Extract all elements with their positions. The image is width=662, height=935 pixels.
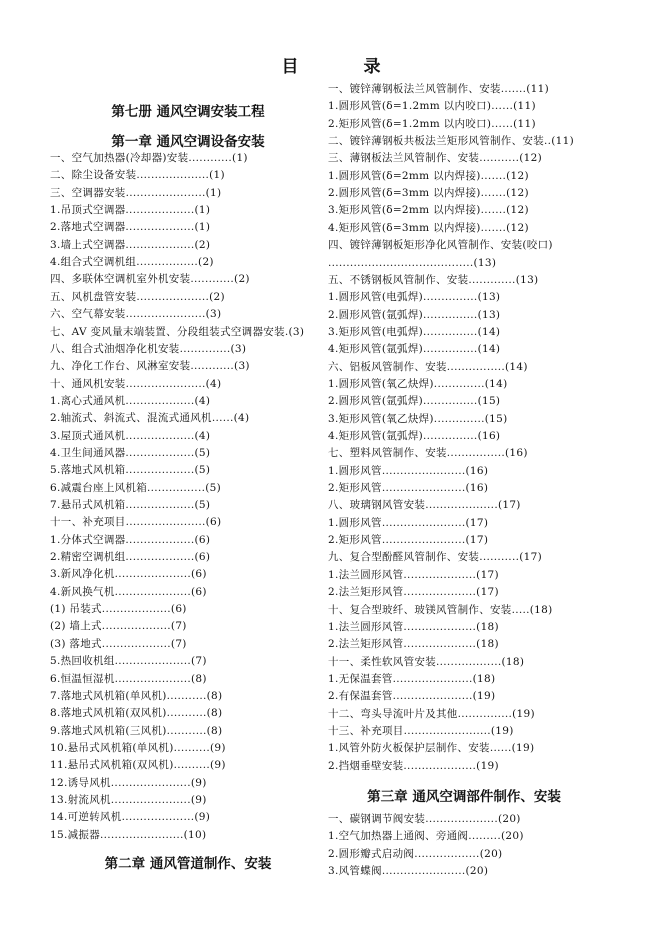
toc-entry: 1.空气加热器上通阀、旁通阀.........(20) bbox=[328, 830, 524, 843]
toc-entry: 2.圆形风管(δ=3mm 以内焊接).......(12) bbox=[328, 187, 529, 200]
toc-entry: 2.圆形风管(氩弧焊)...............(13) bbox=[328, 308, 501, 321]
toc-entry: 1.圆形风管.......................(17) bbox=[328, 516, 489, 529]
toc-entry: 3.风管蝶阀.......................(20) bbox=[328, 865, 489, 878]
toc-entry: 1.离心式通风机...................(4) bbox=[50, 394, 211, 407]
page-title: 目 录 bbox=[281, 57, 405, 77]
toc-entry: 五、不锈钢板风管制作、安装.............(13) bbox=[328, 273, 539, 286]
toc-entry: 五、风机盘管安装....................(2) bbox=[50, 290, 225, 303]
chapter-heading: 第一章 通风空调设备安装 bbox=[111, 134, 265, 150]
toc-entry: (2) 墙上式...................(7) bbox=[50, 620, 187, 633]
toc-entry: 四、多联体空调机室外机安装............(2) bbox=[50, 273, 250, 286]
toc-entry: 2.轴流式、斜流式、混流式通风机......(4) bbox=[50, 412, 250, 425]
toc-entry: 3.新风净化机.....................(6) bbox=[50, 568, 207, 581]
chapter-heading: 第七册 通风空调安装工程 bbox=[111, 104, 265, 120]
toc-entry: 1.无保温套管......................(18) bbox=[328, 672, 496, 685]
toc-entry: 4.矩形风管(氩弧焊)...............(16) bbox=[328, 430, 501, 442]
toc-entry: 4.卫生间通风器...................(5) bbox=[50, 446, 211, 459]
toc-entry: 2.矩形风管.......................(16) bbox=[328, 482, 489, 495]
toc-entry: 4.矩形风管(δ=3mm 以内焊接).......(12) bbox=[328, 221, 529, 234]
toc-entry: 八、玻璃钢风管安装....................(17) bbox=[328, 499, 521, 512]
toc-entry: 6.减震台座上风机箱................(5) bbox=[50, 481, 221, 494]
toc-entry: 一、镀锌薄钢板法兰风管制作、安装.......(11) bbox=[328, 83, 550, 95]
toc-entry: 7.悬吊式风机箱...................(5) bbox=[50, 499, 211, 511]
toc-entry: 三、薄钢板法兰风管制作、安装...........(12) bbox=[328, 152, 542, 165]
toc-entry: 三、空调器安装......................(1) bbox=[50, 186, 222, 199]
toc-entry: 七、AV 变风量末端装置、分段组装式空调器安装.(3) bbox=[50, 325, 305, 338]
toc-entry: 1.圆形风管(δ=1.2mm 以内咬口)......(11) bbox=[328, 100, 536, 113]
toc-entry: 1.分体式空调器...................(6) bbox=[50, 533, 211, 546]
toc-entry: 1.圆形风管(电弧焊)...............(13) bbox=[328, 291, 501, 304]
toc-entry: 15.减振器.......................(10) bbox=[50, 828, 207, 841]
toc-entry: 2.法兰矩形风管....................(18) bbox=[328, 638, 499, 651]
toc-entry: 13.射流风机......................(9) bbox=[50, 793, 207, 806]
toc-entry: 5.热回收机组.....................(7) bbox=[50, 655, 207, 668]
toc-entry: 10.悬吊式风机箱(单风机)..........(9) bbox=[50, 741, 226, 754]
toc-entry: 3.矩形风管(氧乙炔焊)..............(15) bbox=[328, 412, 508, 425]
toc-entry: 九、净化工作台、风淋室安装............(3) bbox=[50, 360, 250, 373]
toc-entry: 四、镀锌薄钢板矩形净化风管制作、安装(咬口) bbox=[328, 239, 553, 252]
toc-entry: 2.有保温套管......................(19) bbox=[328, 690, 496, 703]
toc-entry: 2.矩形风管(δ=1.2mm 以内咬口)......(11) bbox=[328, 117, 536, 130]
toc-entry: 2.法兰矩形风管....................(17) bbox=[328, 586, 499, 599]
toc-entry: 六、空气幕安装......................(3) bbox=[50, 308, 222, 321]
toc-entry: 二、除尘设备安装....................(1) bbox=[50, 169, 225, 182]
toc-entry: 1.法兰圆形风管....................(18) bbox=[328, 620, 499, 633]
toc-entry: 1.圆形风管(氧乙炔焊)..............(14) bbox=[328, 377, 508, 390]
toc-entry: 十二、弯头导流叶片及其他...............(19) bbox=[328, 707, 535, 720]
toc-entry: 7.落地式风机箱(单风机)...........(8) bbox=[50, 689, 223, 702]
toc-entry: 3.矩形风管(电弧焊)...............(14) bbox=[328, 325, 501, 338]
toc-entry: 1.风管外防火板保护层制作、安装......(19) bbox=[328, 742, 535, 755]
toc-entry: 十一、补充项目......................(6) bbox=[50, 516, 222, 529]
toc-entry: ........................................(13) bbox=[328, 256, 497, 269]
toc-entry: 4.组合式空调机组.................(2) bbox=[50, 256, 214, 269]
toc-entry: 8.落地式风机箱(双风机)...........(8) bbox=[50, 707, 223, 720]
toc-entry: 六、铝板风管制作、安装................(14) bbox=[328, 360, 528, 373]
toc-entry: 九、复合型酚醛风管制作、安装...........(17) bbox=[328, 551, 542, 564]
toc-entry: 一、碳钢调节阀安装....................(20) bbox=[328, 813, 521, 825]
toc-entry: 1.法兰圆形风管....................(17) bbox=[328, 568, 499, 581]
chapter-heading: 第三章 通风空调部件制作、安装 bbox=[367, 789, 561, 805]
toc-entry: 2.精密空调机组...................(6) bbox=[50, 551, 211, 564]
toc-entry: (3) 落地式...................(7) bbox=[50, 637, 187, 650]
toc-entry: 七、塑料风管制作、安装................(16) bbox=[328, 447, 528, 460]
toc-entry: 1.吊顶式空调器...................(1) bbox=[50, 204, 211, 217]
toc-entry: (1) 吊装式...................(6) bbox=[50, 603, 187, 616]
toc-entry: 二、镀锌薄钢板共板法兰矩形风管制作、安装..(11) bbox=[328, 135, 575, 148]
toc-entry: 4.矩形风管(氩弧焊)...............(14) bbox=[328, 343, 501, 356]
toc-entry: 9.落地式风机箱(三风机)...........(8) bbox=[50, 724, 223, 737]
toc-entry: 4.新风换气机.....................(6) bbox=[50, 585, 207, 598]
toc-entry: 十、通风机安装......................(4) bbox=[50, 377, 222, 390]
toc-entry: 6.恒温恒湿机.....................(8) bbox=[50, 672, 207, 685]
toc-entry: 十三、补充项目........................(19) bbox=[328, 724, 514, 737]
toc-entry: 1.圆形风管.......................(16) bbox=[328, 464, 489, 477]
chapter-heading: 第二章 通风管道制作、安装 bbox=[104, 856, 272, 872]
toc-entry: 3.屋顶式通风机...................(4) bbox=[50, 429, 211, 442]
toc-entry: 3.矩形风管(δ=2mm 以内焊接).......(12) bbox=[328, 204, 529, 217]
toc-entry: 2.落地式空调器...................(1) bbox=[50, 221, 211, 234]
toc-entry: 1.圆形风管(δ=2mm 以内焊接).......(12) bbox=[328, 169, 529, 182]
toc-entry: 2.圆形风管(氩弧焊)...............(15) bbox=[328, 395, 501, 408]
toc-entry: 八、组合式油烟净化机安装..............(3) bbox=[50, 342, 247, 355]
toc-entry: 一、空气加热器(冷却器)安装............(1) bbox=[50, 152, 248, 164]
toc-entry: 14.可逆转风机....................(9) bbox=[50, 811, 211, 824]
toc-entry: 十、复合型玻纤、玻镁风管制作、安装.....(18) bbox=[328, 603, 553, 616]
toc-entry: 十一、柔性软风管安装..................(18) bbox=[328, 655, 525, 668]
toc-entry: 5.落地式风机箱...................(5) bbox=[50, 464, 211, 477]
toc-entry: 3.墙上式空调器...................(2) bbox=[50, 238, 211, 251]
toc-entry: 11.悬吊式风机箱(双风机)..........(9) bbox=[50, 759, 226, 772]
toc-entry: 2.圆形瓣式启动阀..................(20) bbox=[328, 847, 503, 860]
toc-entry: 2.矩形风管.......................(17) bbox=[328, 534, 489, 547]
toc-entry: 2.挡烟垂壁安装....................(19) bbox=[328, 759, 499, 772]
toc-entry: 12.诱导风机......................(9) bbox=[50, 776, 207, 789]
